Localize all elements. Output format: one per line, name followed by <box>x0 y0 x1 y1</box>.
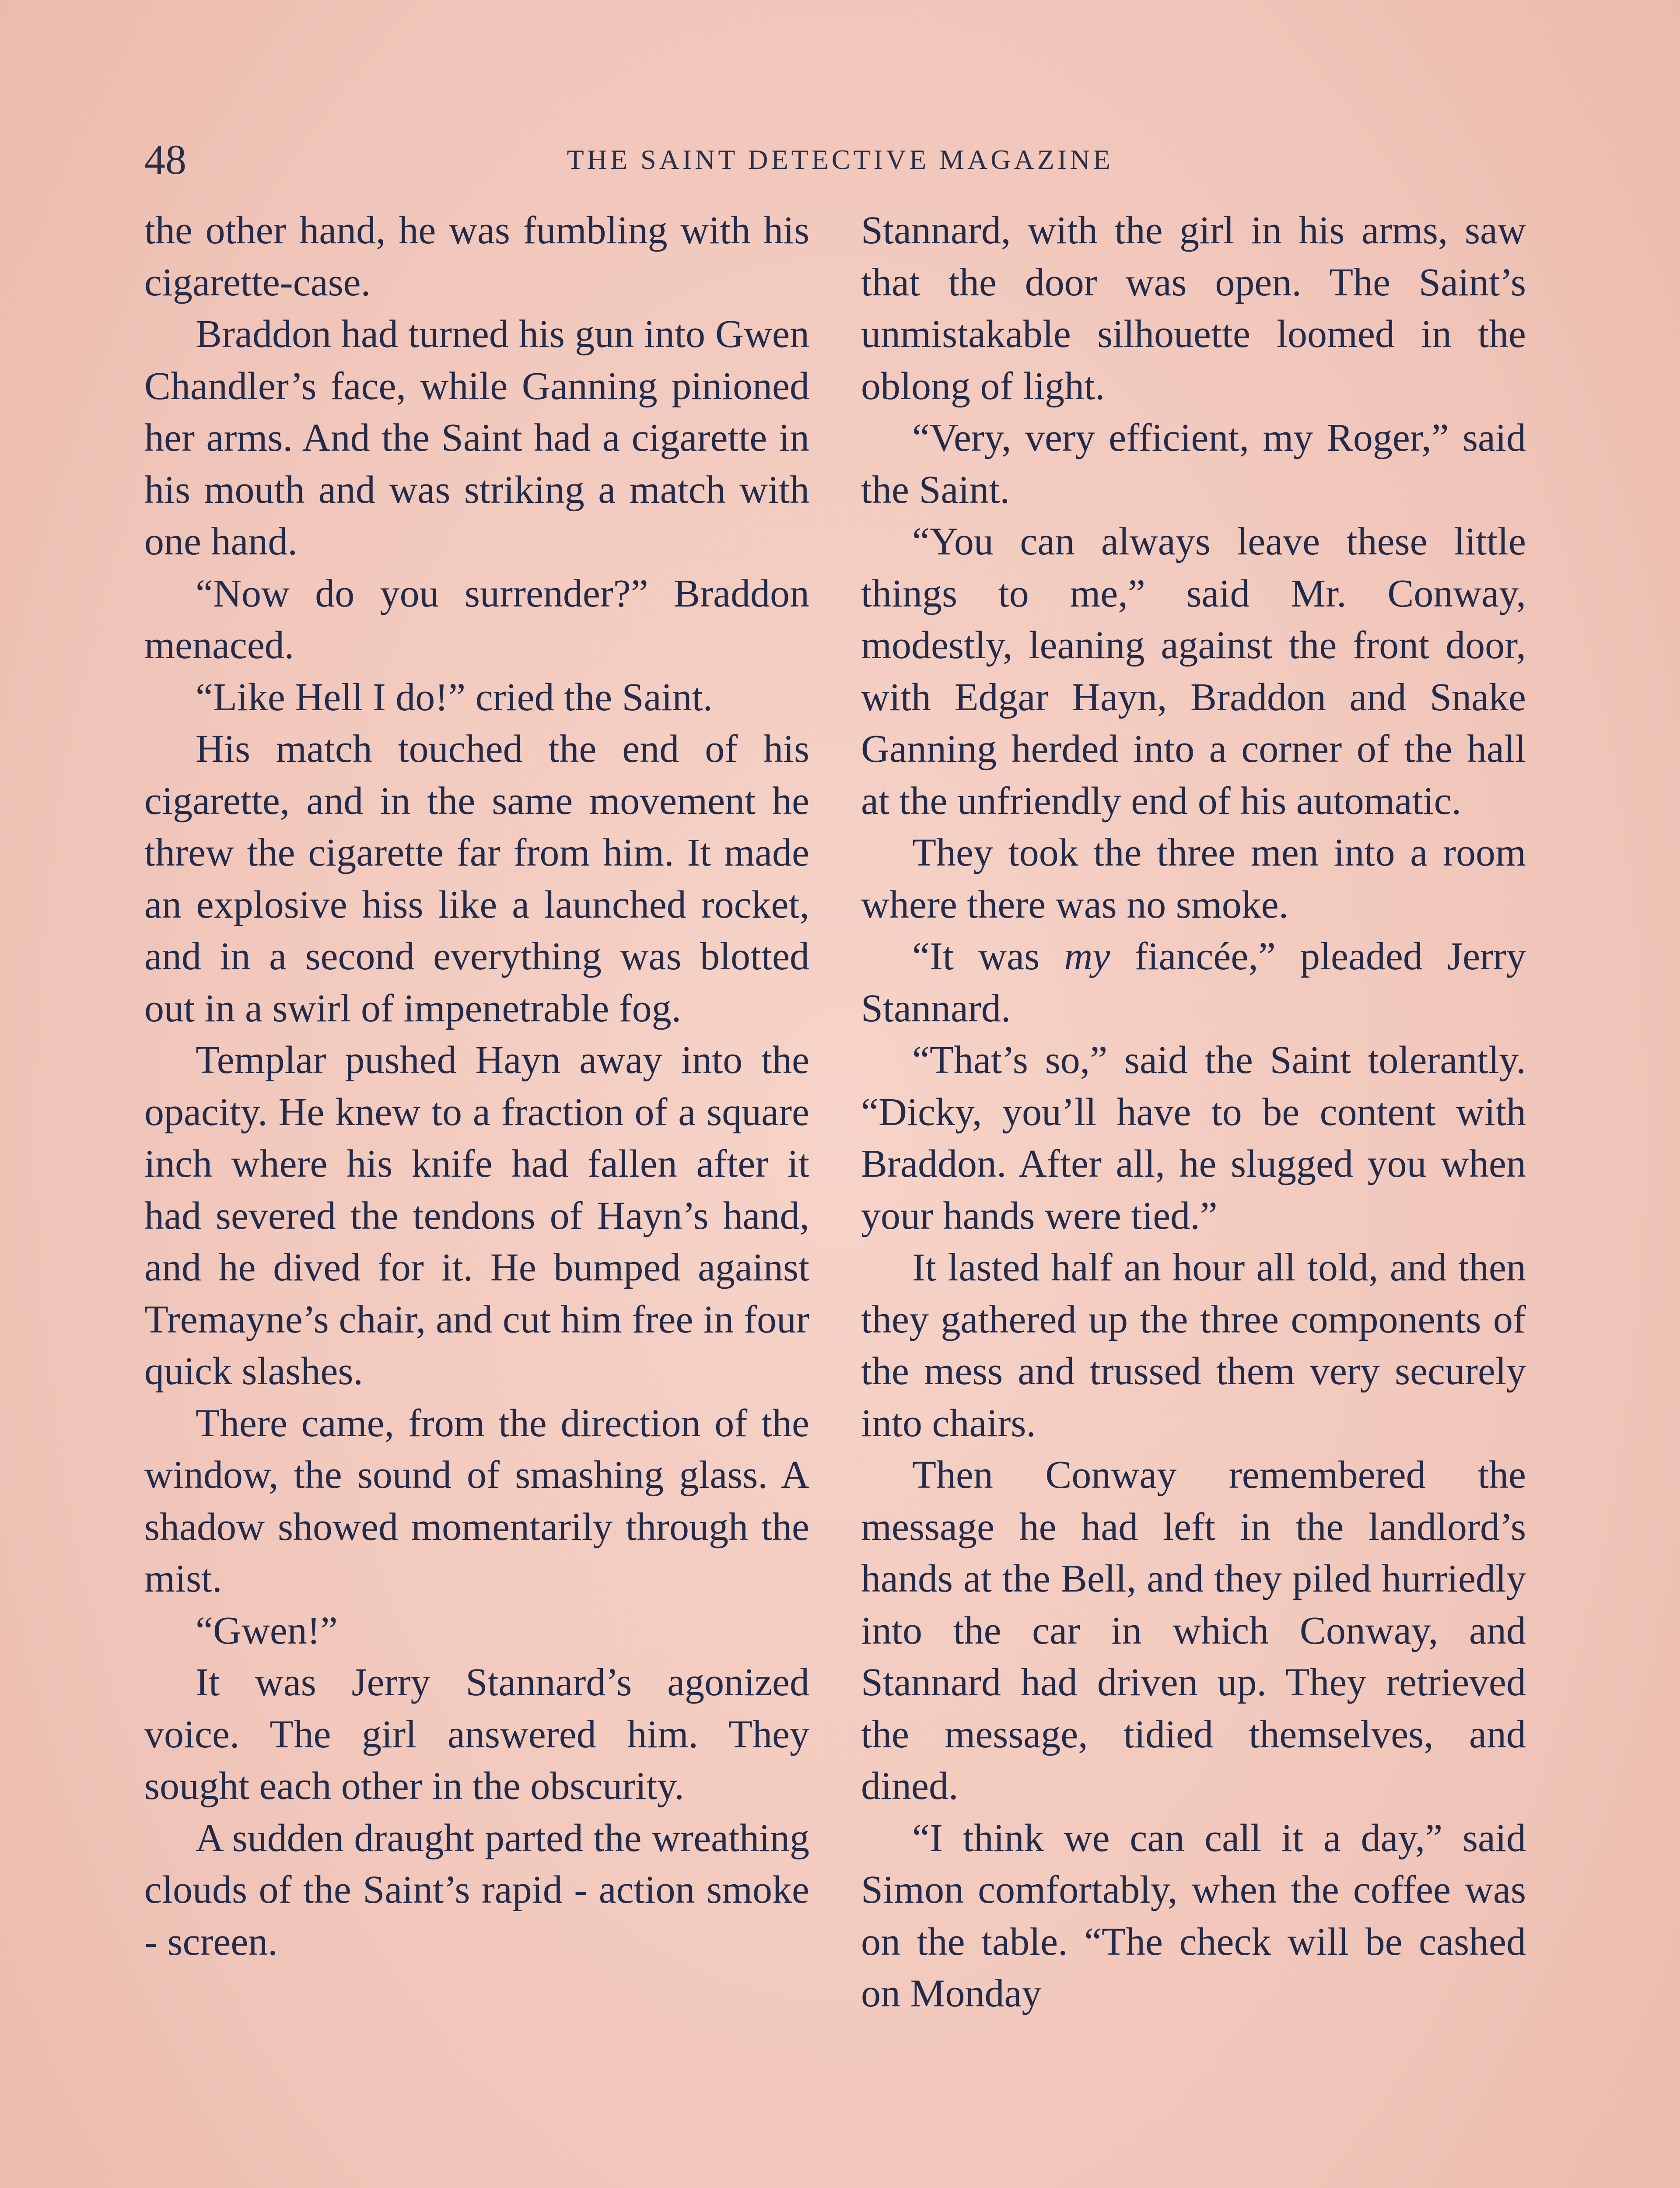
paragraph: A sudden draught parted the wreathing clouds of the Saint’s rapid - action smoke - screen. <box>144 1816 809 1964</box>
paragraph: “Now do you surrender?” Braddon menaced. <box>144 572 809 667</box>
text-column-right <box>861 205 1526 2020</box>
page-number: 48 <box>144 136 186 183</box>
paragraph: Stannard, with the girl in his arms, saw that the door was open. The Saint’s unmistakable silhouette loomed in the oblong of light. <box>861 209 1526 408</box>
paragraph-with-emphasis <box>861 931 1526 1034</box>
paragraph: “Gwen!” <box>196 1609 338 1652</box>
paragraph: It lasted half an hour all told, and then they gathered up the three components of the mess and trussed them very securely into chairs. <box>861 1246 1526 1445</box>
paragraph: “You can always leave these little things to me,” said Mr. Conway, modestly, leaning against the front door, with Edgar Hayn, Braddon and Snake Ganning herded into a corner of the hall at the unfriendly end of his automatic. <box>861 520 1526 823</box>
paragraph: Templar pushed Hayn away into the opacity. He knew to a fraction of a square inch where his knife had fallen after it had severed the tendons of Hayn’s hand, and he dived for it. He bumped against Tremayne’s chair, and cut him free in four quick slashes. <box>144 1038 809 1393</box>
paragraph: Braddon had turned his gun into Gwen Chandler’s face, while Ganning pinioned her arms. And the Saint had a cigarette in his mouth and was striking a match with one hand. <box>144 312 809 563</box>
paragraph: “Very, very efficient, my Roger,” said the Saint. <box>861 416 1526 512</box>
paragraph: Then Conway remembered the message he had left in the landlord’s hands at the Bell, and they piled hurriedly into the car in which Conway, and Stannard had driven up. They retrieved the message, tidied themselves, and dined. <box>861 1453 1526 1808</box>
paragraph: It was Jerry Stannard’s agonized voice. The girl answered him. They sought each other in the obscurity. <box>144 1661 809 1808</box>
paragraph: “Like Hell I do!” cried the Saint. <box>196 675 713 719</box>
page-header <box>144 131 1536 188</box>
paragraph: They took the three men into a room where there was no smoke. <box>861 831 1526 926</box>
paragraph: His match touched the end of his cigarette, and in the same movement he threw the cigarette far from him. It made an explosive hiss like a launched rocket, and in a second everything was blotted out in a swirl of impenetrable fog. <box>144 727 809 1030</box>
paragraph: There came, from the direction of the window, the sound of smashing glass. A shadow showed momentarily through the mist. <box>144 1401 809 1600</box>
text-run: “It was <box>912 935 1064 978</box>
text-run: fiancée,” pleaded Jerry Stannard. <box>861 935 1526 1030</box>
paragraph: the other hand, he was fumbling with his cigarette-case. <box>144 209 809 304</box>
text-column-left <box>144 205 809 1968</box>
running-title: THE SAINT DETECTIVE MAGAZINE <box>567 144 1113 175</box>
paragraph: “I think we can call it a day,” said Simon comfortably, when the coffee was on the table. “The check will be cashed on Monday <box>861 1816 1526 2015</box>
emphasis-text: my <box>1064 935 1110 978</box>
paragraph: “That’s so,” said the Saint tolerantly. “Dicky, you’ll have to be content with Braddon. After all, he slugged you when your hands were tied.” <box>861 1038 1526 1238</box>
